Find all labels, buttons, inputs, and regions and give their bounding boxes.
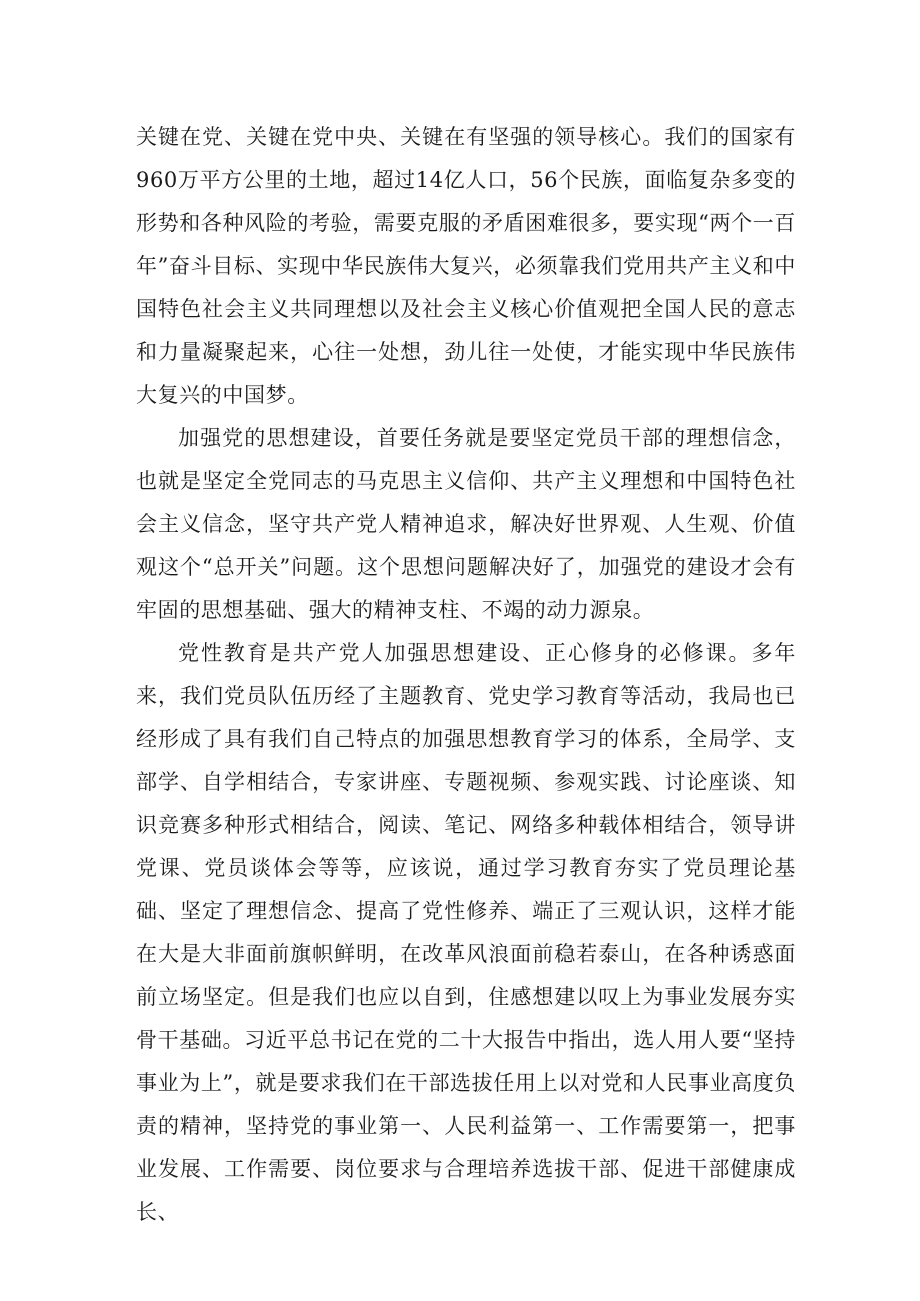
paragraph-party-education: 党性教育是共产党人加强思想建设、正心修身的必修课。多年来，我们党员队伍历经了主题教育、党史学习教育等活动，我局也已经形成了具有我们自己特点的加强思想教育学习的体系，全局学、支部学、自学相结合，专家讲座、专题视频、参观实践、讨论座谈、知识竞赛多种形式相结合，阅读、笔记、网络多种载体相结合，领导讲党课、党员谈体会等等，应该说，通过学习教育夯实了党员理论基础、坚定了理想信念、提高了党性修养、端正了三观认识，这样才能在大是大非面前旗帜鲜明，在改革风浪面前稳若泰山，在各种诱惑面前立场坚定。但是我们也应以自到，住感想建以叹上为事业发展夯实骨干基础。习近平总书记在党的二十大报告中指出，选人用人要“坚持事业为上”，就是要求我们在干部选拔任用上以对党和人民事业高度负责的精神，坚持党的事业第一、人民利益第一、工作需要第一，把事业发展、工作需要、岗位要求与合理培养选拔干部、促进干部健康成长、 bbox=[136, 641, 796, 1224]
document-body bbox=[136, 116, 796, 1234]
paragraph-ideological-building: 加强党的思想建设，首要任务就是要坚定党员干部的理想信念，也就是坚定全党同志的马克思主义信仰、共产主义理想和中国特色社会主义信念，坚守共产党人精神追求，解决好世界观、人生观、价值观这个“总开关”问题。这个思想问题解决好了，加强党的建设才会有牢固的思想基础、强大的精神支柱、不竭的动力源泉。 bbox=[136, 426, 796, 622]
paragraph-continued: 关键在党、关键在党中央、关键在有坚强的领导核心。我们的国家有960万平方公里的土地，超过14亿人口，56个民族，面临复杂多变的形势和各种风险的考验，需要克服的矛盾困难很多，要实现“两个一百年”奋斗目标、实现中华民族伟大复兴，必须靠我们党用共产主义和中国特色社会主义共同理想以及社会主义核心价值观把全国人民的意志和力量凝聚起来，心往一处想，劲儿往一处使，才能实现中华民族伟大复兴的中国梦。 bbox=[136, 125, 796, 407]
